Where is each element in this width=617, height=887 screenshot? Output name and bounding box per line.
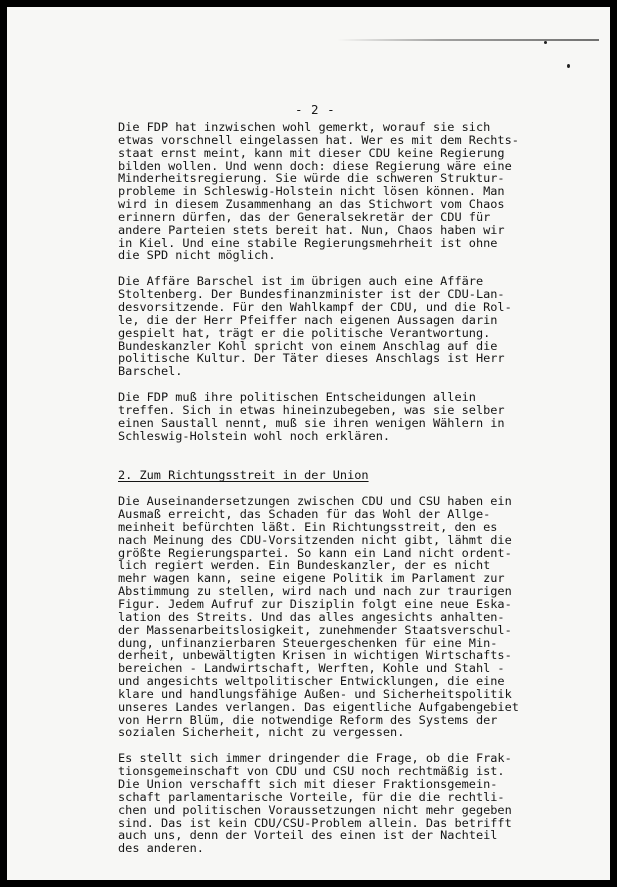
text-line: Die FDP muß ihre politischen Entscheidungen allein [118,390,476,405]
text-line: Figur. Jedem Aufruf zur Disziplin folgt eine neue Eska- [118,597,512,611]
paragraph-group-2 [118,495,528,855]
text-line: nach Meinung des CDU-Vorsitzenden nicht gibt, lähmt die [118,532,512,547]
paragraph [118,391,528,442]
body-text [118,121,528,868]
text-line: bereichen - Landwirtschaft, Werften, Kohle und Stahl - [118,661,505,676]
text-line: erinnern dürfen, das der Generalsekretär der CDU für [118,209,491,224]
page-number: - 2 - [295,102,336,117]
scan-artifact [337,39,599,41]
paragraph [118,275,528,378]
paragraph-group-1 [118,121,528,442]
text-line: wird in diesem Zusammenhang an das Stichwort vom Chaos [118,197,505,212]
document-page [7,7,610,880]
text-line: Minderheitsregierung. Sie würde die schweren Struktur- [118,171,505,186]
text-line: treffen. Sich in etwas hineinzubegeben, was sie selber [118,402,505,417]
text-line: des anderen. [118,841,204,856]
text-line: Stoltenberg. Der Bundesfinanzminister ist der CDU-Lan- [118,287,505,302]
text-line: sozialen Sicherheit, nicht zu vergessen. [118,725,405,740]
text-line: le, die der Herr Pfeiffer nach eigenen Aussagen darin [118,312,498,327]
text-line: derheit, unbewältigten Krisen in wichtigen Wirtschafts- [118,648,512,663]
text-line: und angesichts weltpolitischer Entwicklungen, die eine [118,674,505,689]
text-line: chen und politischen Voraussetzungen nicht mehr gegeben [118,802,512,817]
text-line: Die FDP hat inzwischen wohl gemerkt, worauf sie sich [118,120,491,134]
text-line: Die Union verschafft sich mit dieser Fraktionsgemein- [118,776,498,791]
paragraph [118,121,528,262]
text-line: staat ernst meint, kann mit dieser CDU keine Regierung [118,145,505,160]
text-line: lation des Streits. Und das alles angesichts anhalten- [118,609,505,624]
paragraph [118,495,528,739]
text-line: Bundeskanzler Kohl spricht von einem Anschlag auf die [118,338,498,353]
text-line: Es stellt sich immer dringender die Frage, ob die Frak- [118,751,512,766]
text-line: lich regiert werden. Ein Bundeskanzler, der es nicht [118,558,491,573]
scan-speck [567,64,570,68]
text-line: probleme in Schleswig-Holstein nicht lösen können. Man [118,184,505,199]
text-line: tionsgemeinschaft von CDU und CSU noch rechtmäßig ist. [118,764,505,779]
scan-speck [544,41,547,44]
text-line: gespielt hat, trägt er die politische Verantwortung. [118,325,491,340]
text-line: politische Kultur. Der Täter dieses Anschlags ist Herr [118,351,505,366]
text-line: Die Auseinandersetzungen zwischen CDU und CSU haben ein [118,494,512,509]
text-line: von Herrn Blüm, die notwendige Reform des Systems der [118,712,498,727]
text-line: Ausmaß erreicht, das Schaden für das Wohl der Allge- [118,507,491,522]
text-line: mehr wagen kann, seine eigene Politik im Parlament zur [118,571,505,586]
text-line: auch uns, denn der Vorteil des einen ist der Nachteil [118,828,498,843]
text-line: die SPD nicht möglich. [118,248,276,263]
text-line: Schleswig-Holstein wohl noch erklären. [118,428,391,443]
text-line: etwas vorschnell eingelassen hat. Wer es mit dem Rechts- [118,132,519,147]
text-line: schaft parlamentarische Vorteile, für die die rechtli- [118,789,505,804]
text-line: Die Affäre Barschel ist im übrigen auch eine Affäre [118,274,484,289]
text-line: klare und handlungsfähige Außen- und Sicherheitspolitik [118,686,512,701]
section-heading: 2. Zum Richtungsstreit in der Union [118,468,369,483]
text-line: einen Saustall nennt, muß sie ihren wenigen Wählern in [118,415,505,430]
text-line: in Kiel. Und eine stabile Regierungsmehrheit ist ohne [118,235,498,250]
text-line: meinheit befürchten läßt. Ein Richtungsstreit, den es [118,519,498,534]
text-line: sind. Das ist kein CDU/CSU-Problem allein. Das betrifft [118,815,512,830]
text-line: größte Regierungspartei. So kann ein Land nicht ordent- [118,545,512,560]
text-line: Barschel. [118,364,183,379]
text-line: der Massenarbeitslosigkeit, zunehmender Staatsverschul- [118,622,512,637]
text-line: bilden wollen. Und wenn doch: diese Regierung wäre eine [118,158,512,173]
text-line: desvorsitzende. Für den Wahlkampf der CDU, und die Rol- [118,299,512,314]
paragraph [118,752,528,855]
text-line: andere Parteien stets bereit hat. Nun, Chaos haben wir [118,222,505,237]
text-line: dung, unfinanzierbaren Steuergeschenken für eine Min- [118,635,498,650]
text-line: Abstimmung zu stellen, wird nach und nach zur traurigen [118,584,512,599]
text-line: unseres Landes verlangen. Das eigentliche Aufgabengebiet [118,699,519,714]
